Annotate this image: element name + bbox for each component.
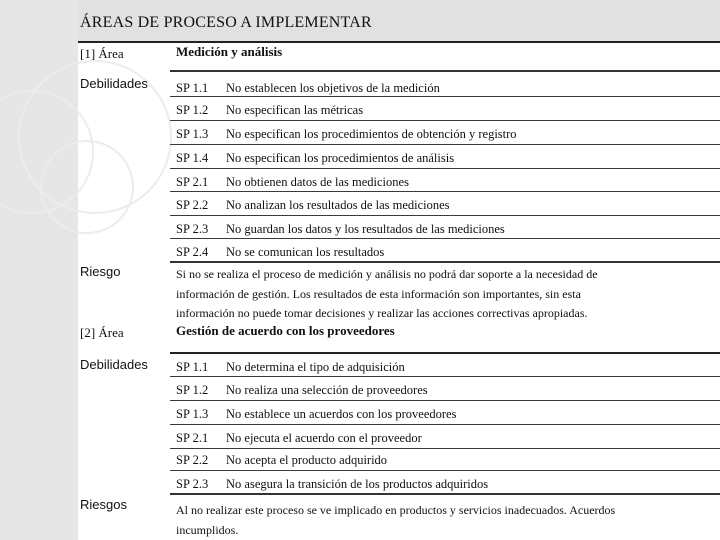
row-divider	[170, 376, 720, 377]
page-title: ÁREAS DE PROCESO A IMPLEMENTAR	[80, 14, 372, 31]
area1-item-text: No especifican los procedimientos de obtención y registro	[226, 127, 517, 141]
row-divider	[170, 144, 720, 145]
area1-weakness-label: Debilidades	[80, 76, 148, 91]
area2-item-code: SP 2.2	[176, 453, 209, 467]
area2-item-text: No acepta el producto adquirido	[226, 453, 388, 467]
risk-line: Si no se realiza el proceso de medición y análisis no podrá dar soporte a la necesidad de	[176, 267, 598, 281]
area1-item-text: No especifican los procedimientos de análisis	[226, 151, 455, 165]
area1-item-text: No guardan los datos y los resultados de las mediciones	[226, 222, 505, 236]
area1-item-text: No especifican las métricas	[226, 103, 364, 117]
area2-weakness-label: Debilidades	[80, 357, 148, 372]
area2-item-code: SP 2.3	[176, 477, 209, 491]
area1-item-code: SP 1.2	[176, 103, 209, 117]
row-divider	[170, 168, 720, 169]
area1-item-code: SP 2.4	[176, 245, 209, 259]
area2-item-code: SP 1.3	[176, 407, 209, 421]
row-divider	[170, 238, 720, 239]
risk-line: información no puede tomar decisiones y realizar las acciones correctivas apropiadas.	[176, 306, 588, 320]
area1-item-code: SP 1.1	[176, 81, 209, 95]
area1-item-code: SP 2.3	[176, 222, 209, 236]
area1-item-code: SP 2.1	[176, 175, 209, 189]
row-divider	[170, 215, 720, 216]
header-divider	[78, 41, 720, 43]
decorative-circle	[40, 140, 134, 234]
area2-item-text: No ejecuta el acuerdo con el proveedor	[226, 431, 422, 445]
risk-line: Al no realizar este proceso se ve implicado en productos y servicios inadecuados. Acuerdos	[176, 503, 616, 517]
area1-item-text: No se comunican los resultados	[226, 245, 385, 259]
area1-item-code: SP 2.2	[176, 198, 209, 212]
area2-title: Gestión de acuerdo con los proveedores	[176, 323, 395, 338]
area2-item-code: SP 1.1	[176, 360, 209, 374]
weakness-divider	[170, 493, 720, 495]
row-divider	[170, 424, 720, 425]
weakness-divider	[170, 261, 720, 263]
area2-risk-text	[176, 501, 696, 540]
area1-risk-label: Riesgo	[80, 264, 121, 279]
row-divider	[170, 96, 720, 97]
area1-item-text: No obtienen datos de las mediciones	[226, 175, 409, 189]
area2-item-text: No realiza una selección de proveedores	[226, 383, 428, 397]
area2-item-text: No asegura la transición de los productos adquiridos	[226, 477, 489, 491]
area2-item-code: SP 2.1	[176, 431, 209, 445]
area1-risk-text	[176, 265, 696, 324]
row-divider	[170, 448, 720, 449]
area1-title: Medición y análisis	[176, 44, 283, 59]
row-divider	[170, 470, 720, 471]
area1-item-code: SP 1.4	[176, 151, 209, 165]
area1-title-divider	[170, 70, 720, 72]
area2-title-divider	[170, 352, 720, 354]
area2-label: [2] Área	[80, 325, 124, 340]
row-divider	[170, 120, 720, 121]
row-divider	[170, 191, 720, 192]
area2-item-code: SP 1.2	[176, 383, 209, 397]
area1-label: [1] Área	[80, 46, 124, 61]
area1-item-text: No analizan los resultados de las mediciones	[226, 198, 450, 212]
area1-item-code: SP 1.3	[176, 127, 209, 141]
row-divider	[170, 400, 720, 401]
area1-item-text: No establecen los objetivos de la medición	[226, 81, 440, 95]
area2-item-text: No establece un acuerdos con los proveedores	[226, 407, 457, 421]
area2-item-text: No determina el tipo de adquisición	[226, 360, 405, 374]
area2-risk-label: Riesgos	[80, 497, 127, 512]
risk-line: incumplidos.	[176, 522, 239, 537]
risk-line: información de gestión. Los resultados de esta información son importantes, sin esta	[176, 286, 581, 301]
